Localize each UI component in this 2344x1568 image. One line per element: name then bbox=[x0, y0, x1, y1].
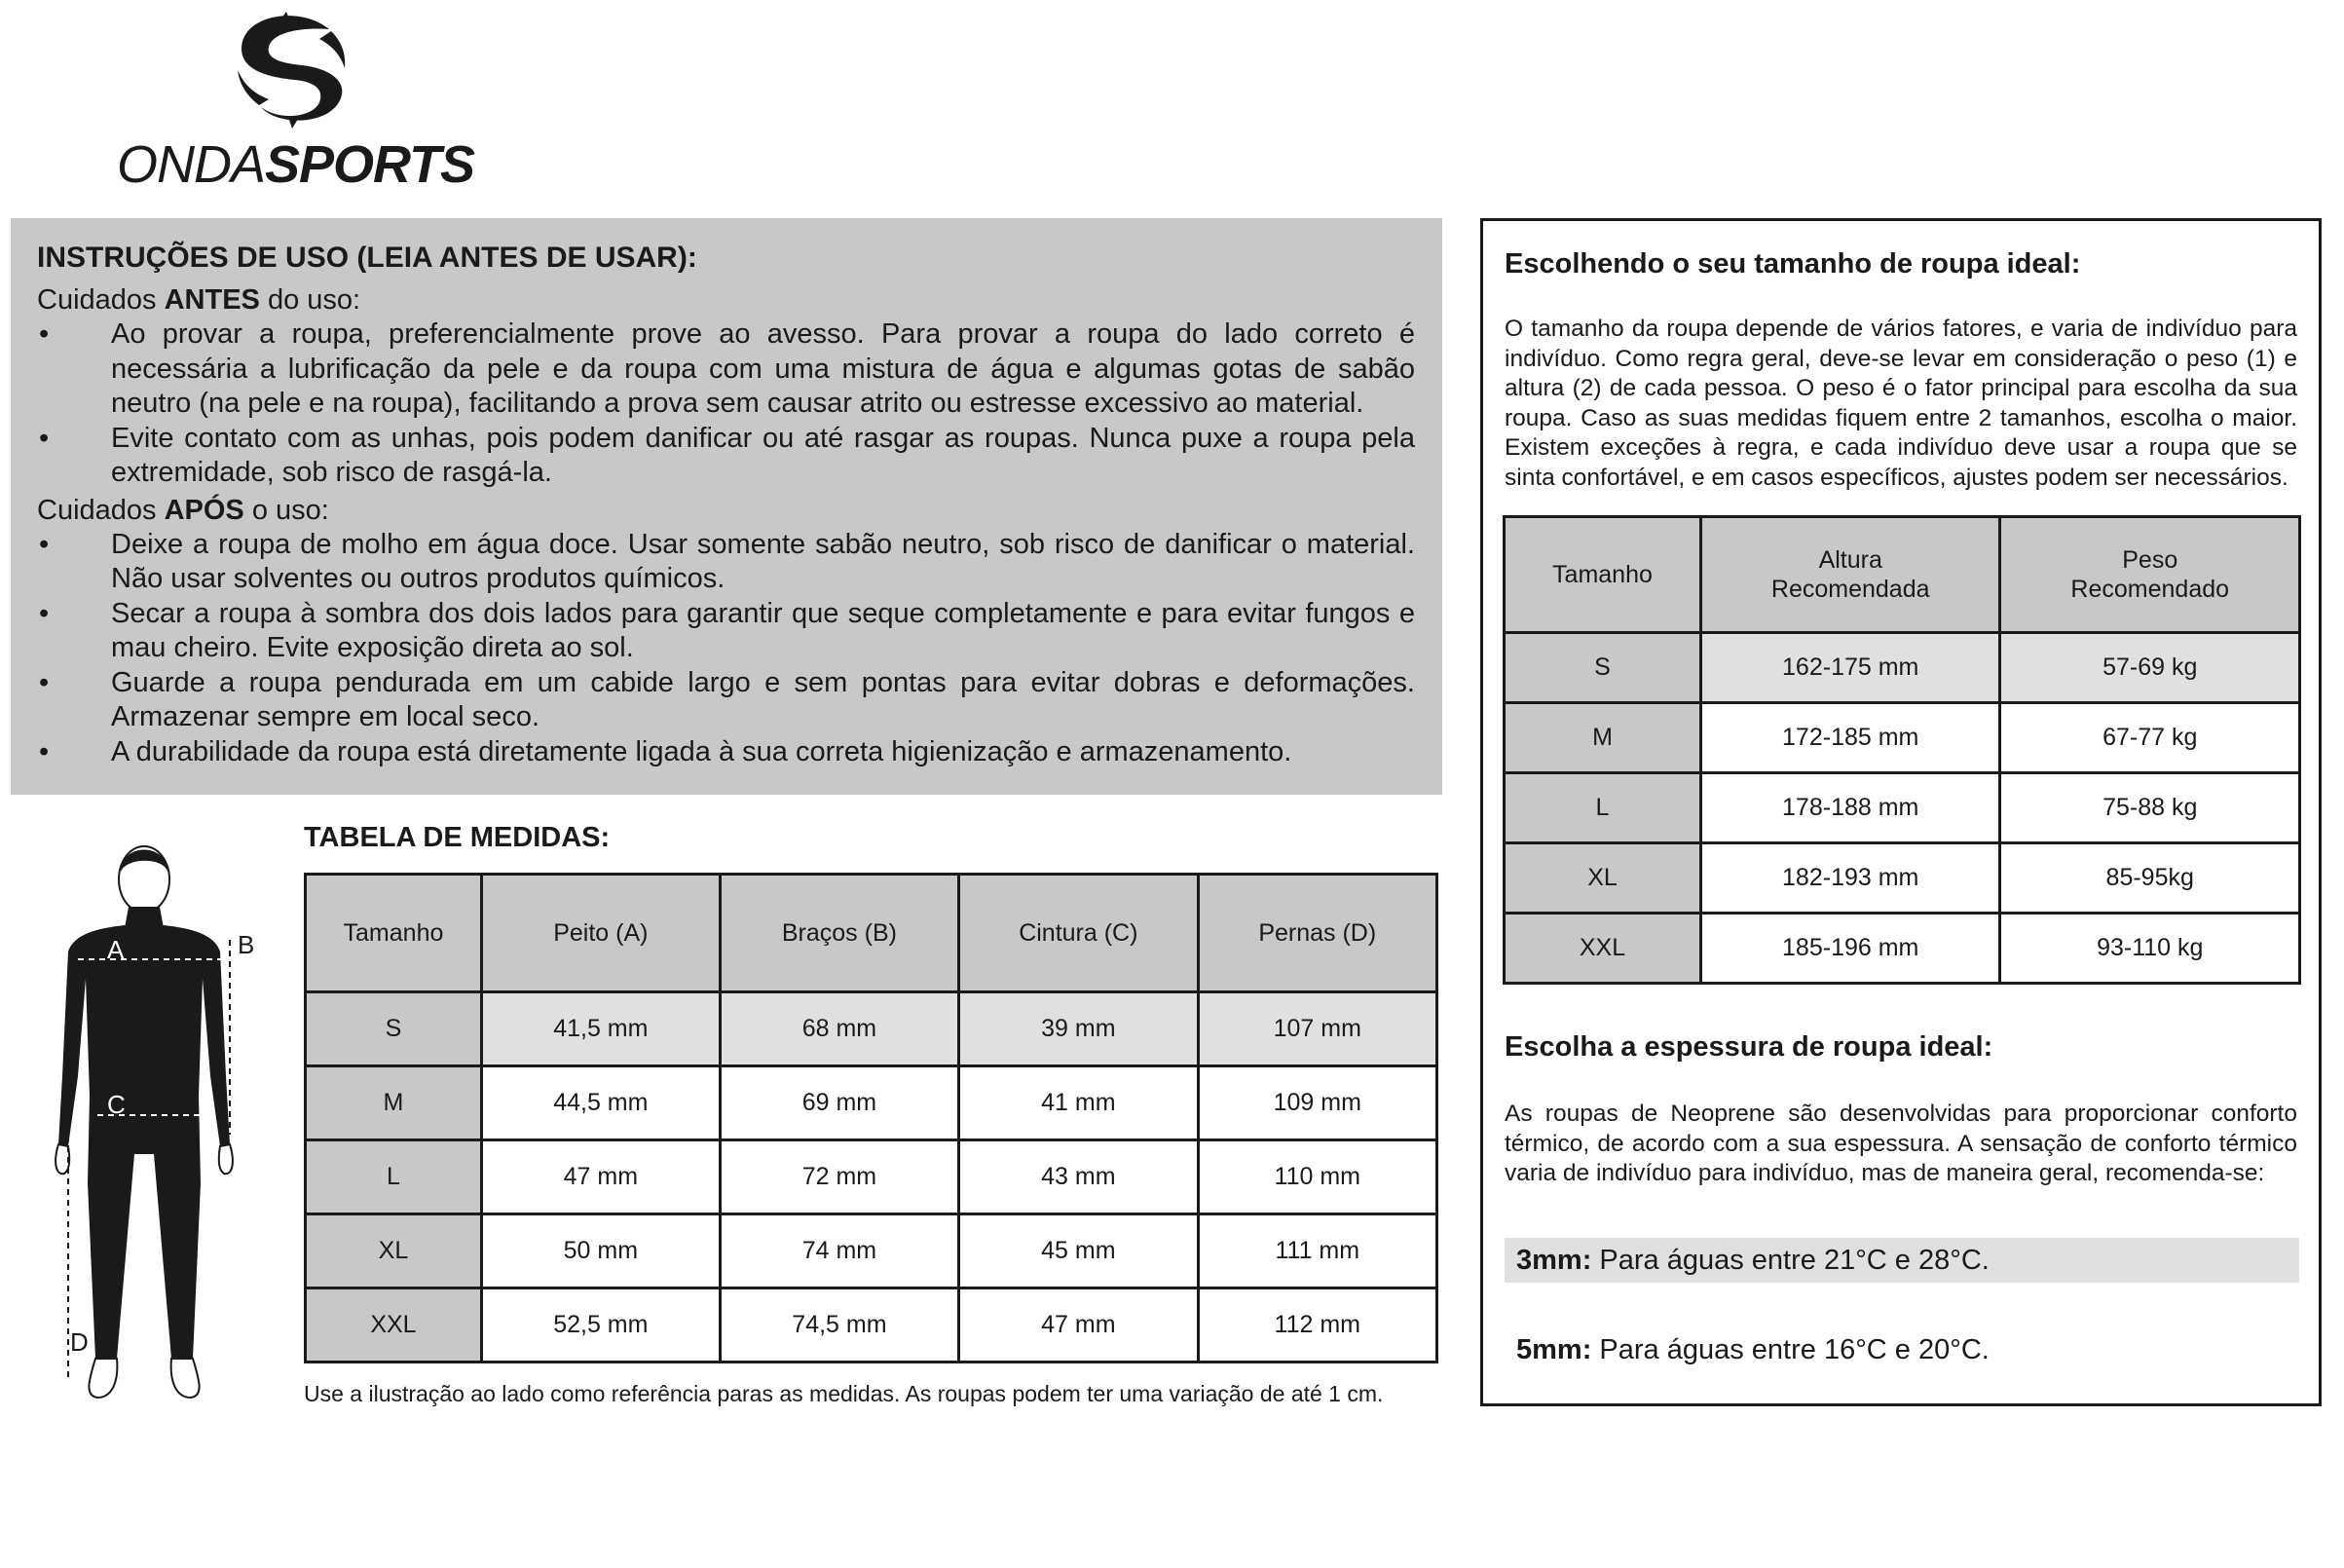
recommended-size-table bbox=[1503, 515, 2301, 985]
table-cell: 50 mm bbox=[481, 1214, 720, 1288]
care-after-heading: Cuidados APÓS o uso: bbox=[37, 494, 329, 526]
column-header: Peso Recomendado bbox=[2000, 517, 2300, 633]
table-row bbox=[1505, 633, 2300, 703]
brand-logo-icon bbox=[222, 10, 358, 131]
table-cell: 74,5 mm bbox=[720, 1288, 958, 1363]
column-header: Tamanho bbox=[306, 875, 482, 992]
table-cell: 185-196 mm bbox=[1700, 914, 2000, 984]
table-cell: M bbox=[1505, 703, 1701, 773]
table-cell: 47 mm bbox=[481, 1140, 720, 1214]
table-cell: 43 mm bbox=[959, 1140, 1198, 1214]
column-header: Tamanho bbox=[1505, 517, 1701, 633]
care-before-heading: Cuidados ANTES do uso: bbox=[37, 284, 361, 316]
column-header: Braços (B) bbox=[720, 875, 958, 992]
brand-wordmark: ONDASPORTS bbox=[117, 135, 475, 194]
thickness-option-3mm: 3mm: Para águas entre 21°C e 28°C. bbox=[1505, 1238, 2299, 1283]
list-item: • Secar a roupa à sombra dos dois lados para garantir que seque completamente e para evitar fungos e mau cheiro. Evite exposição direta ao sol. bbox=[37, 597, 1415, 666]
table-cell: 182-193 mm bbox=[1700, 843, 2000, 914]
sizing-guide-box bbox=[1480, 218, 2322, 1406]
table-cell: 41 mm bbox=[959, 1066, 1198, 1140]
table-cell: 85-95kg bbox=[2000, 843, 2300, 914]
table-cell: 41,5 mm bbox=[481, 992, 720, 1066]
measure-label-c: C bbox=[107, 1090, 126, 1119]
column-header: Altura Recomendada bbox=[1700, 517, 2000, 633]
table-cell: 67-77 kg bbox=[2000, 703, 2300, 773]
table-cell: 172-185 mm bbox=[1700, 703, 2000, 773]
measurements-note: Use a ilustração ao lado como referência paras as medidas. As roupas podem ter uma variação de até 1 cm. bbox=[304, 1381, 1384, 1406]
table-row bbox=[306, 992, 1437, 1066]
table-cell: L bbox=[1505, 773, 1701, 843]
table-row bbox=[1505, 773, 2300, 843]
table-cell: 110 mm bbox=[1198, 1140, 1436, 1214]
column-header: Pernas (D) bbox=[1198, 875, 1436, 992]
table-cell: 93-110 kg bbox=[2000, 914, 2300, 984]
measurements-title: TABELA DE MEDIDAS: bbox=[304, 822, 611, 853]
table-cell: XXL bbox=[1505, 914, 1701, 984]
thickness-paragraph: As roupas de Neoprene são desenvolvidas para proporcionar conforto térmico, de acordo com a sua espessura. A sensação de conforto térmico varia de indivíduo para indivíduo, mas de maneira geral, recomenda-se: bbox=[1505, 1101, 2297, 1186]
table-cell: 74 mm bbox=[720, 1214, 958, 1288]
table-row bbox=[1505, 914, 2300, 984]
list-item: • Ao provar a roupa, preferencialmente prove ao avesso. Para provar a roupa do lado correto é necessária a lubrificação da pele e da roupa com uma mistura de água e algumas gotas de sabão neutro (na pele e na roupa), facilitando a prova sem causar atrito ou estresse excessivo ao material. bbox=[37, 317, 1415, 422]
table-cell: XXL bbox=[306, 1288, 482, 1363]
table-cell: XL bbox=[1505, 843, 1701, 914]
table-cell: 107 mm bbox=[1198, 992, 1436, 1066]
list-item: • Evite contato com as unhas, pois podem danificar ou até rasgar as roupas. Nunca puxe a roupa pela extremidade, sob risco de rasgá-la. bbox=[37, 422, 1415, 491]
instructions-panel bbox=[11, 218, 1442, 795]
instructions-title: INSTRUÇÕES DE USO (LEIA ANTES DE USAR): bbox=[37, 242, 697, 274]
sizing-title: Escolhendo o seu tamanho de roupa ideal: bbox=[1505, 248, 2081, 280]
table-header-row bbox=[1505, 517, 2300, 633]
column-header: Peito (A) bbox=[481, 875, 720, 992]
measure-label-d: D bbox=[70, 1327, 89, 1357]
table-cell: 112 mm bbox=[1198, 1288, 1436, 1363]
table-cell: 109 mm bbox=[1198, 1066, 1436, 1140]
list-item: • Guarde a roupa pendurada em um cabide largo e sem pontas para evitar dobras e deformações. Armazenar sempre em local seco. bbox=[37, 666, 1415, 735]
table-cell: S bbox=[306, 992, 482, 1066]
measure-label-b: B bbox=[238, 930, 255, 959]
thickness-title: Escolha a espessura de roupa ideal: bbox=[1505, 1031, 1993, 1063]
care-before-list bbox=[37, 317, 1415, 491]
table-cell: 72 mm bbox=[720, 1140, 958, 1214]
table-cell: 162-175 mm bbox=[1700, 633, 2000, 703]
table-cell: M bbox=[306, 1066, 482, 1140]
table-cell: 75-88 kg bbox=[2000, 773, 2300, 843]
body-measurement-figure bbox=[39, 833, 263, 1417]
measure-label-a: A bbox=[107, 935, 125, 964]
table-row bbox=[1505, 703, 2300, 773]
list-item: • A durabilidade da roupa está diretamente ligada à sua correta higienização e armazenamento. bbox=[37, 735, 1415, 770]
column-header: Cintura (C) bbox=[959, 875, 1198, 992]
table-cell: 111 mm bbox=[1198, 1214, 1436, 1288]
table-row bbox=[306, 1140, 1437, 1214]
table-row bbox=[306, 1066, 1437, 1140]
table-row bbox=[306, 1288, 1437, 1363]
table-cell: 68 mm bbox=[720, 992, 958, 1066]
brand-logo bbox=[117, 10, 475, 194]
sizing-paragraph: O tamanho da roupa depende de vários fatores, e varia de indivíduo para indivíduo. Como regra geral, deve-se levar em consideração o peso (1) e altura (2) de cada pessoa. O peso é o fator principal para escolha da sua roupa. Caso as suas medidas fiquem entre 2 tamanhos, escolha o maior. Existem exceções à regra, e cada indivíduo deve usar a roupa que se sinta confortável, e em casos específicos, ajustes podem ser necessários. bbox=[1505, 316, 2297, 491]
table-cell: 44,5 mm bbox=[481, 1066, 720, 1140]
table-cell: 39 mm bbox=[959, 992, 1198, 1066]
measurements-table bbox=[304, 873, 1438, 1363]
care-after-list bbox=[37, 528, 1415, 770]
table-cell: L bbox=[306, 1140, 482, 1214]
list-item: • Deixe a roupa de molho em água doce. Usar somente sabão neutro, sob risco de danificar o material. Não usar solventes ou outros produtos químicos. bbox=[37, 528, 1415, 597]
table-cell: 47 mm bbox=[959, 1288, 1198, 1363]
table-row bbox=[1505, 843, 2300, 914]
table-cell: 45 mm bbox=[959, 1214, 1198, 1288]
table-cell: XL bbox=[306, 1214, 482, 1288]
table-cell: 57-69 kg bbox=[2000, 633, 2300, 703]
table-header-row bbox=[306, 875, 1437, 992]
table-cell: 69 mm bbox=[720, 1066, 958, 1140]
thickness-option-5mm: 5mm: Para águas entre 16°C e 20°C. bbox=[1516, 1334, 1990, 1365]
table-cell: 52,5 mm bbox=[481, 1288, 720, 1363]
table-cell: S bbox=[1505, 633, 1701, 703]
table-row bbox=[306, 1214, 1437, 1288]
table-cell: 178-188 mm bbox=[1700, 773, 2000, 843]
